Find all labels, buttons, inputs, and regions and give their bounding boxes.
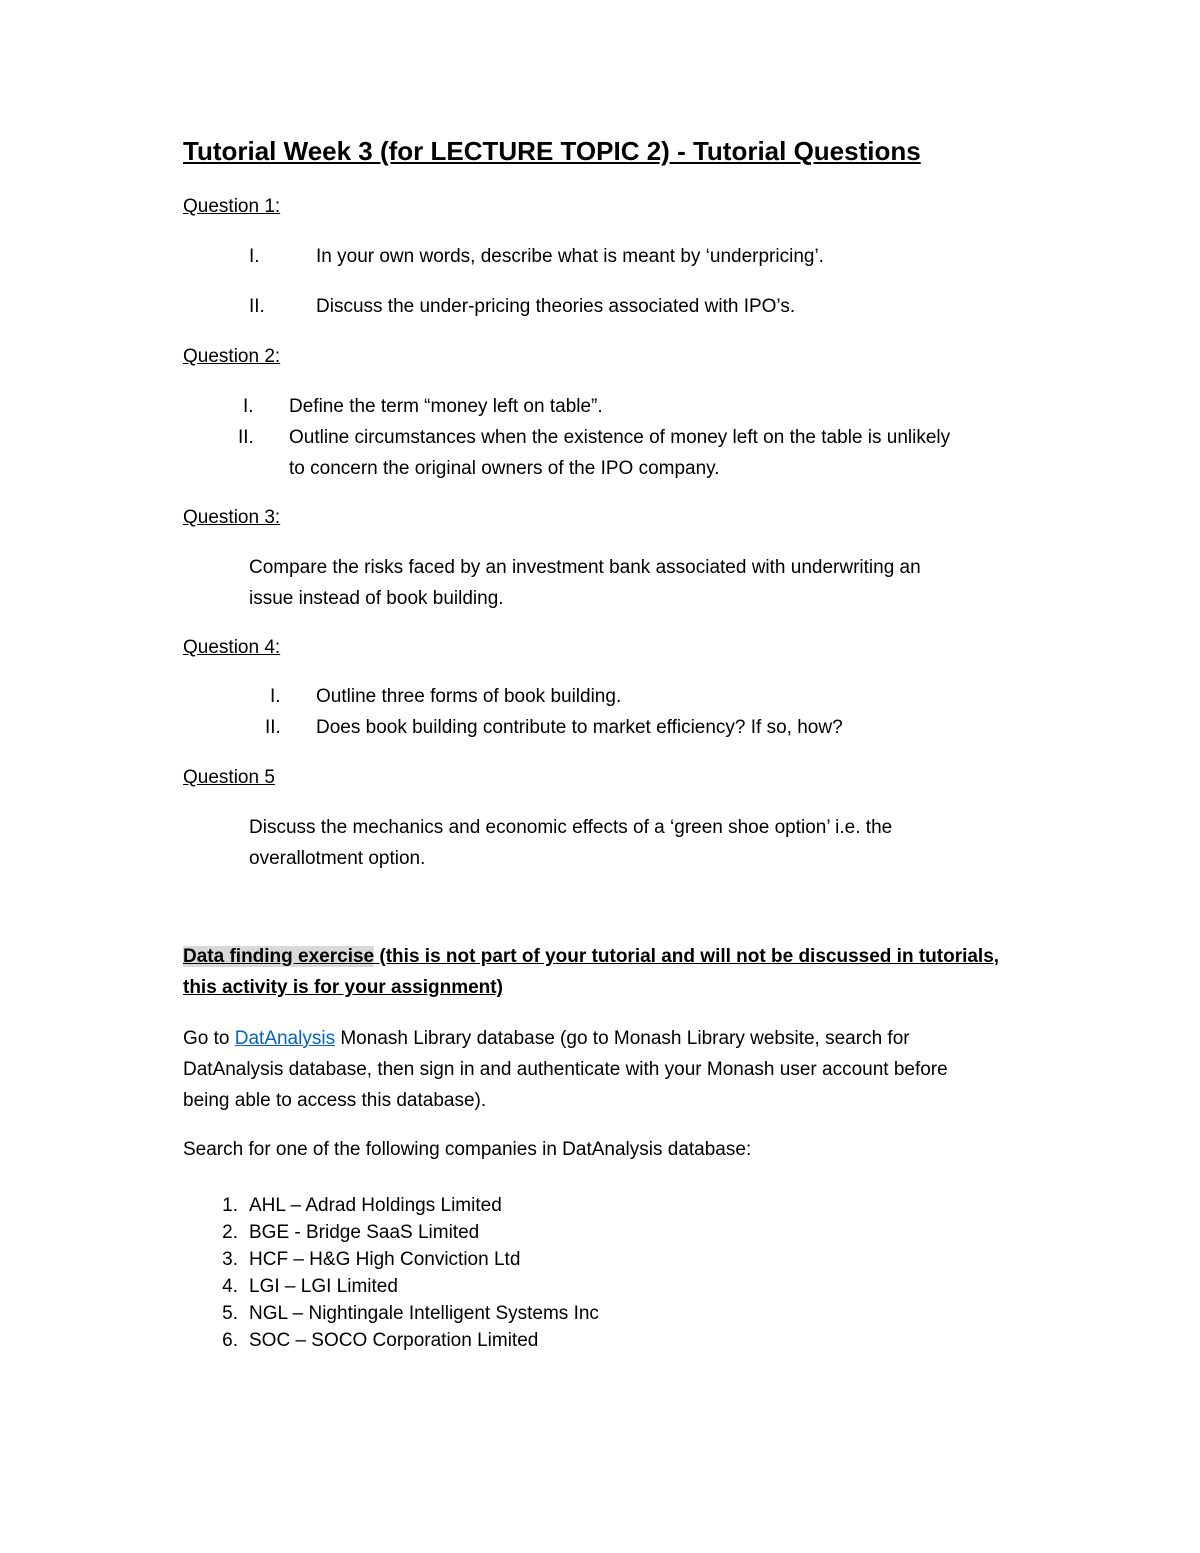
goto-paragraph-line-2: DatAnalysis database, then sign in and authenticate with your Monash user account before [183, 1059, 948, 1080]
q5-text-line-1: Discuss the mechanics and economic effects of a ‘green shoe option’ i.e. the [249, 817, 893, 838]
goto-rest: Monash Library database (go to Monash Library website, search for [335, 1028, 910, 1049]
company-1-number: 1. [222, 1195, 238, 1216]
company-6-number: 6. [222, 1330, 238, 1351]
goto-paragraph-line-1 [183, 1028, 910, 1050]
q3-text-line-2: issue instead of book building. [249, 588, 504, 609]
question-1-heading: Question 1: [183, 196, 281, 217]
q2-item-1-text: Define the term “money left on table”. [289, 396, 603, 417]
data-exercise-heading-rest: (this is not part of your tutorial and will not be discussed in tutorials, [374, 946, 1000, 967]
goto-prefix: Go to [183, 1028, 235, 1049]
company-3-number: 3. [222, 1249, 238, 1270]
datanalysis-link[interactable]: DatAnalysis [234, 1028, 336, 1049]
q1-item-2-text: Discuss the under-pricing theories associated with IPO’s. [316, 296, 796, 317]
q4-item-1-number: I. [270, 686, 281, 707]
q1-item-1-text: In your own words, describe what is meant by ‘underpricing’. [316, 246, 824, 267]
goto-paragraph-line-3: being able to access this database). [183, 1090, 487, 1111]
q5-text-line-2: overallotment option. [249, 848, 426, 869]
data-exercise-heading-highlight: Data finding exercise [183, 946, 375, 967]
company-6-name: SOC – SOCO Corporation Limited [249, 1330, 539, 1351]
question-4-heading: Question 4: [183, 637, 281, 658]
company-5-number: 5. [222, 1303, 238, 1324]
company-1-name: AHL – Adrad Holdings Limited [249, 1195, 502, 1216]
page-title: Tutorial Week 3 (for LECTURE TOPIC 2) - Tutorial Questions [183, 136, 921, 166]
q1-item-2-number: II. [249, 296, 265, 317]
data-exercise-heading [183, 946, 999, 968]
q2-item-2-text-continued: to concern the original owners of the IPO company. [289, 458, 720, 479]
company-5-name: NGL – Nightingale Intelligent Systems Inc [249, 1303, 599, 1324]
q4-item-2-text: Does book building contribute to market efficiency? If so, how? [316, 717, 843, 738]
q2-item-1-number: I. [243, 396, 254, 417]
q1-item-1-number: I. [249, 246, 260, 267]
question-2-heading: Question 2: [183, 346, 281, 367]
q4-item-2-number: II. [265, 717, 281, 738]
data-exercise-heading-line-2: this activity is for your assignment) [183, 977, 503, 998]
company-2-number: 2. [222, 1222, 238, 1243]
company-4-number: 4. [222, 1276, 238, 1297]
company-2-name: BGE - Bridge SaaS Limited [249, 1222, 480, 1243]
question-3-heading: Question 3: [183, 507, 281, 528]
q2-item-2-number: II. [238, 427, 254, 448]
q3-text-line-1: Compare the risks faced by an investment bank associated with underwriting an [249, 557, 921, 578]
q2-item-2-text: Outline circumstances when the existence of money left on the table is unlikely [289, 427, 951, 448]
question-5-heading: Question 5 [183, 767, 275, 788]
company-3-name: HCF – H&G High Conviction Ltd [249, 1249, 521, 1270]
search-instruction: Search for one of the following companies in DatAnalysis database: [183, 1139, 752, 1160]
q4-item-1-text: Outline three forms of book building. [316, 686, 622, 707]
company-4-name: LGI – LGI Limited [249, 1276, 398, 1297]
